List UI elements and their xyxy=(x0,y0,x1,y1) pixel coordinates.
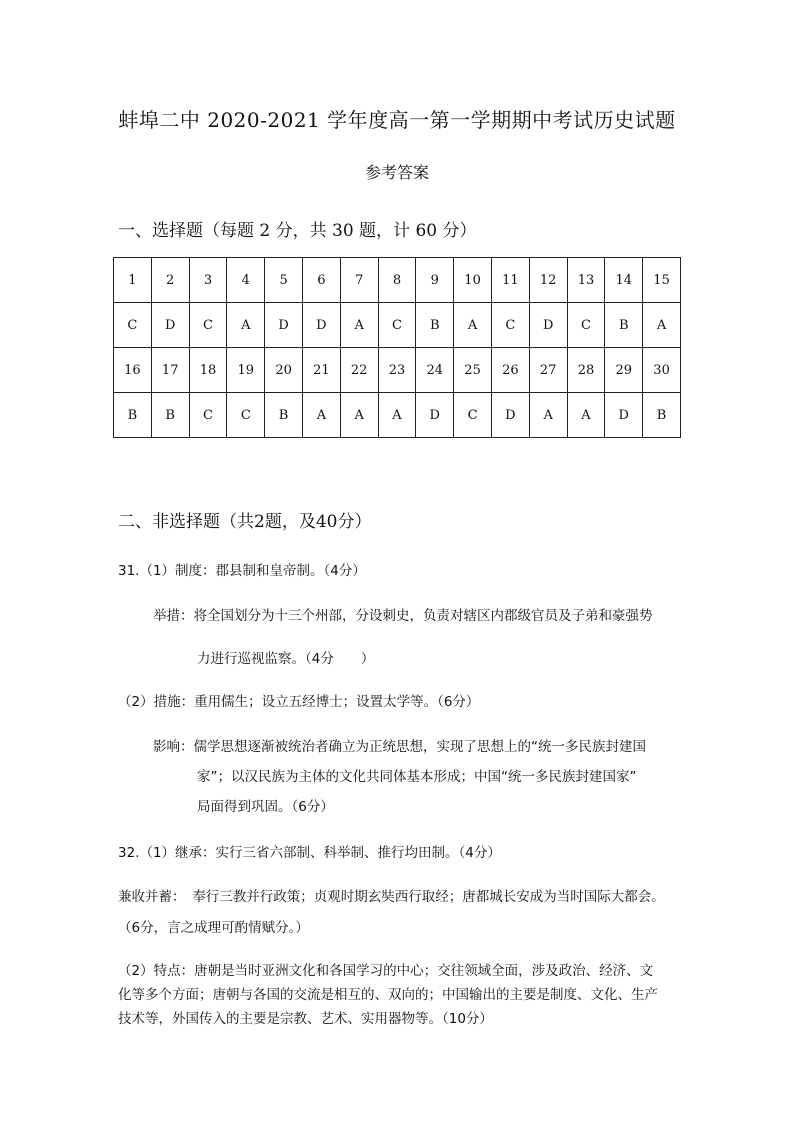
q32-part1: 32.（1）继承：实行三省六部制、科举制、推行均田制。（4分） xyxy=(118,845,501,861)
question-number-cell: 14 xyxy=(605,258,643,303)
question-number-cell: 26 xyxy=(491,348,529,393)
answer-cell: C xyxy=(189,393,227,438)
answer-cell: A xyxy=(302,393,340,438)
question-number-row xyxy=(114,348,681,393)
question-number-cell: 22 xyxy=(340,348,378,393)
answer-cell: B xyxy=(265,393,303,438)
q31-impact-line1: 影响：儒学思想逐渐被统治者确立为正统思想，实现了思想上的“统一多民族封建国 xyxy=(153,739,646,755)
answer-cell: D xyxy=(529,303,567,348)
answer-cell: B xyxy=(605,303,643,348)
q31-part1: 31.（1）制度：郡县制和皇帝制。（4分） xyxy=(118,563,366,579)
question-number-cell: 6 xyxy=(302,258,340,303)
question-number-cell: 24 xyxy=(416,348,454,393)
question-number-cell: 27 xyxy=(529,348,567,393)
answer-cell: C xyxy=(454,393,492,438)
q31-part2: （2）措施：重用儒生；设立五经博士；设置太学等。（6分） xyxy=(118,694,480,710)
answer-cell: C xyxy=(227,393,265,438)
question-number-cell: 10 xyxy=(454,258,492,303)
answer-cell: A xyxy=(643,303,681,348)
answer-cell: D xyxy=(302,303,340,348)
question-number-cell: 7 xyxy=(340,258,378,303)
answer-cell: A xyxy=(529,393,567,438)
answer-cell: A xyxy=(227,303,265,348)
answer-cell: A xyxy=(454,303,492,348)
answer-cell: C xyxy=(378,303,416,348)
question-number-cell: 18 xyxy=(189,348,227,393)
answer-cell: B xyxy=(151,393,189,438)
q31-measure-line2: 力进行巡视监察。（4分 ） xyxy=(197,651,375,667)
q32-part2-line3: 技术等，外国传入的主要是宗教、艺术、实用器物等。（10分） xyxy=(118,1011,493,1027)
answer-cell: A xyxy=(340,303,378,348)
question-number-cell: 15 xyxy=(643,258,681,303)
answer-cell: A xyxy=(567,393,605,438)
question-number-cell: 30 xyxy=(643,348,681,393)
question-number-cell: 12 xyxy=(529,258,567,303)
q31-measure-line1: 举措：将全国划分为十三个州部，分设刺史，负责对辖区内郡级官员及子弟和豪强势 xyxy=(153,608,653,624)
q32-part2-line1: （2）特点：唐朝是当时亚洲文化和各国学习的中心；交往领域全面，涉及政治、经济、文 xyxy=(118,963,654,979)
question-number-cell: 25 xyxy=(454,348,492,393)
question-number-cell: 29 xyxy=(605,348,643,393)
answer-cell: C xyxy=(114,303,152,348)
question-number-cell: 19 xyxy=(227,348,265,393)
answer-cell: D xyxy=(491,393,529,438)
section2-heading: 二、非选择题（共2题，及40分） xyxy=(118,512,372,532)
answer-table xyxy=(113,257,681,438)
question-number-cell: 21 xyxy=(302,348,340,393)
question-number-cell: 28 xyxy=(567,348,605,393)
question-number-cell: 16 xyxy=(114,348,152,393)
question-number-cell: 1 xyxy=(114,258,152,303)
q32-inclusive-line1: 兼收并蓄： 奉行三教并行政策；贞观时期玄奘西行取经；唐都城长安成为当时国际大都会。 xyxy=(118,889,665,905)
section1-heading: 一、选择题（每题 2 分，共 30 题，计 60 分） xyxy=(118,221,477,241)
answer-cell: D xyxy=(605,393,643,438)
question-number-cell: 17 xyxy=(151,348,189,393)
answer-cell: B xyxy=(416,303,454,348)
page-subtitle: 参考答案 xyxy=(364,163,429,182)
question-number-cell: 8 xyxy=(378,258,416,303)
answer-cell: D xyxy=(151,303,189,348)
answer-cell: D xyxy=(416,393,454,438)
answer-cell: B xyxy=(643,393,681,438)
answer-cell: C xyxy=(491,303,529,348)
q32-part2-line2: 化等多个方面；唐朝与各国的交流是相互的、双向的；中国输出的主要是制度、文化、生产 xyxy=(118,987,658,1003)
question-number-cell: 4 xyxy=(227,258,265,303)
question-number-cell: 20 xyxy=(265,348,303,393)
question-number-cell: 2 xyxy=(151,258,189,303)
question-number-cell: 3 xyxy=(189,258,227,303)
q31-impact-line3: 局面得到巩固。（6分） xyxy=(197,799,334,815)
answer-key-row xyxy=(114,393,681,438)
answer-key-row xyxy=(114,303,681,348)
question-number-cell: 9 xyxy=(416,258,454,303)
question-number-cell: 11 xyxy=(491,258,529,303)
answer-cell: C xyxy=(189,303,227,348)
question-number-cell: 5 xyxy=(265,258,303,303)
q31-impact-line2: 家”；以汉民族为主体的文化共同体基本形成；中国“统一多民族封建国家” xyxy=(197,769,637,785)
answer-cell: B xyxy=(114,393,152,438)
answer-cell: C xyxy=(567,303,605,348)
answer-cell: A xyxy=(378,393,416,438)
question-number-row xyxy=(114,258,681,303)
question-number-cell: 13 xyxy=(567,258,605,303)
page-title: 蚌埠二中 2020-2021 学年度高一第一学期期中考试历史试题 xyxy=(118,108,676,132)
question-number-cell: 23 xyxy=(378,348,416,393)
answer-cell: D xyxy=(265,303,303,348)
q32-inclusive-line2: （6分，言之成理可酌情赋分。） xyxy=(118,920,309,936)
answer-cell: A xyxy=(340,393,378,438)
